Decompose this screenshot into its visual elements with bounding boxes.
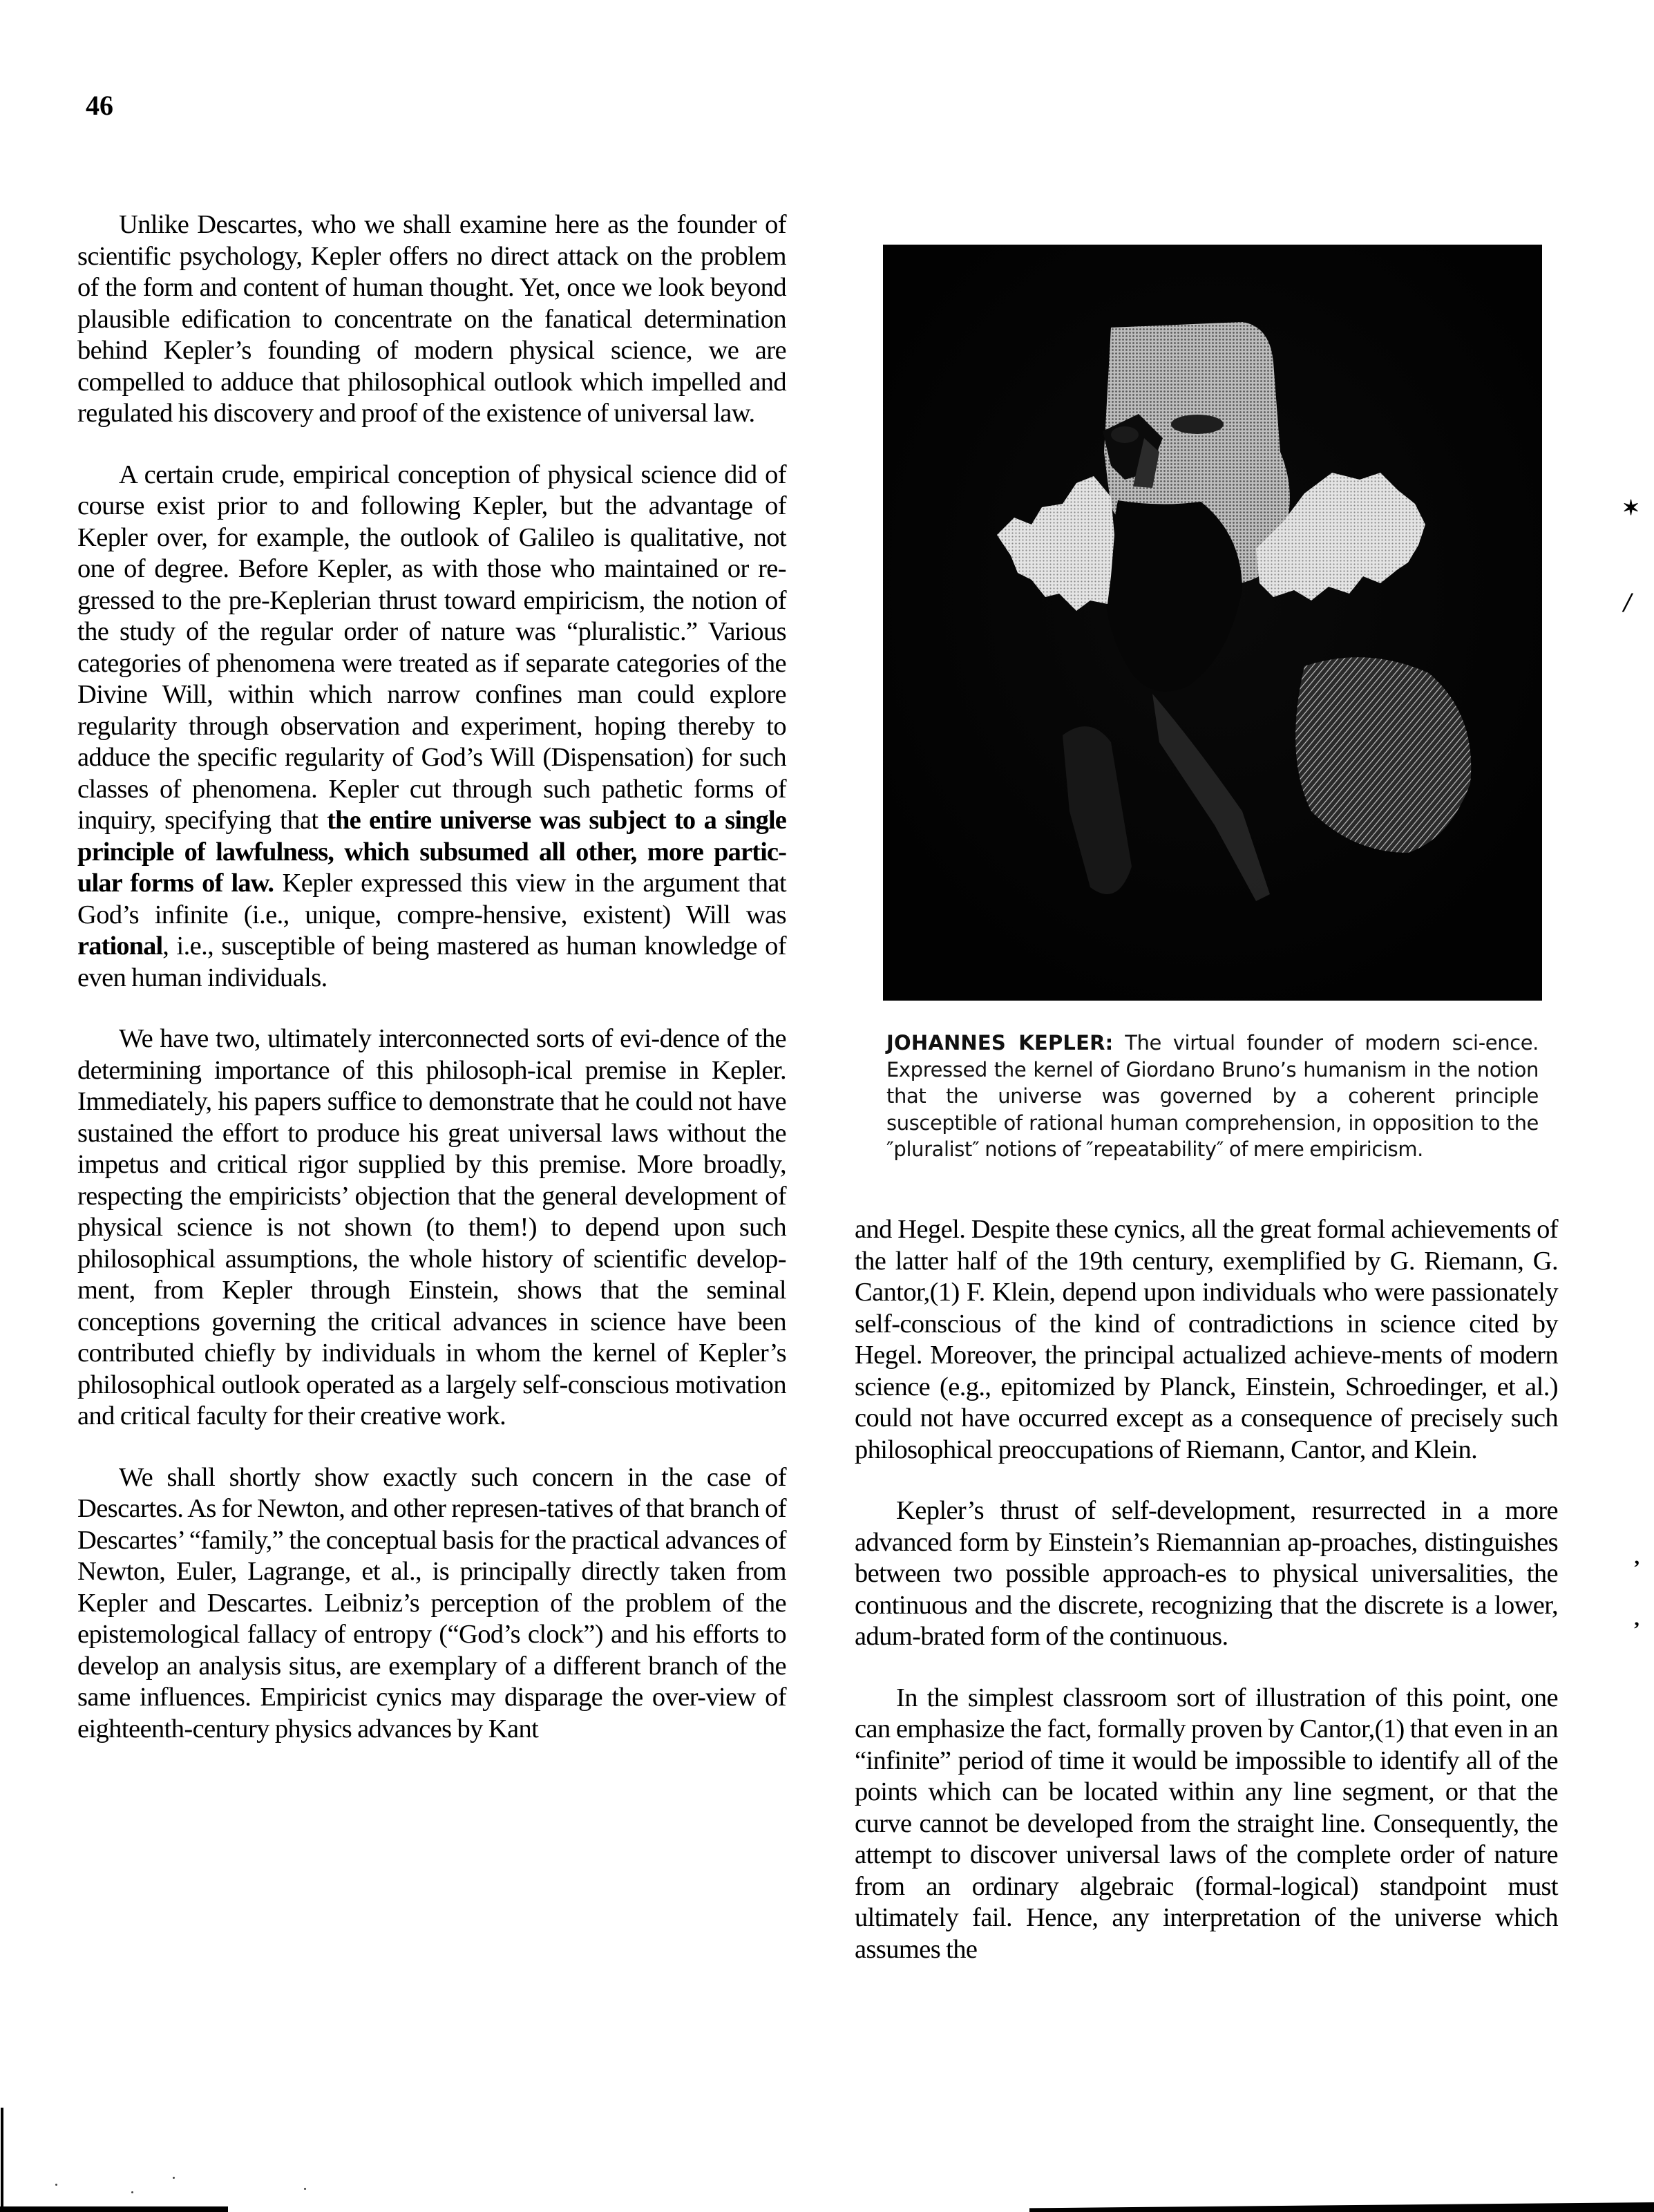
- paragraph-self-development: Kepler’s thrust of self-development, resurrected in a more advanced form by Einstein’s Riemannian ap-proaches, distinguishes between two possible approach-es to physical universalities, the continuous and the discrete, recognizing that the discrete is a lower, adum-brated form of the continuous.: [855, 1496, 1558, 1651]
- paragraph-hegel-continued: and Hegel. Despite these cynics, all the great formal achievements of the latter half of the 19th century, exemplified by G. Riemann, G. Cantor,(1) F. Klein, depend upon individuals who were passionately self-conscious of the kind of contradictions in science cited by Hegel. Moreover, the principal actualized achieve-ments of modern science (e.g., epitomized by Planck, Einstein, Schroedinger, et al.) could not have occurred except as a consequence of precisely such philosophical preoccupations of Riemann, Cantor, and Klein.: [855, 1215, 1558, 1464]
- paragraph-kepler-descartes: Unlike Descartes, who we shall examine here as the founder of scientific psychology, Kepler offers no direct attack on the problem of the form and content of human thought. Yet, once we look beyond plausible edification to concentrate on the fanatical determination behind Kepler’s founding of modern physical science, we are compelled to adduce that philosophical outlook which impelled and regulated his discovery and proof of the existence of universal law.: [77, 210, 786, 428]
- scan-edge-line: [1, 2108, 3, 2212]
- emphasis-rational: rational: [77, 932, 163, 961]
- figure-caption: [886, 1030, 1539, 1163]
- paragraph-empirical-conception: [77, 460, 786, 994]
- emphasis-universal-lawfulness: the entire universe was subject to a single principle of lawfulness, which subsumed all other, more partic-ular forms of law.: [77, 806, 786, 898]
- page-number: 46: [86, 90, 113, 121]
- portrait-image-icon: [883, 245, 1542, 1001]
- margin-ink-mark: ’: [1633, 1556, 1640, 1579]
- caption-title: JOHANNES KEPLER:: [886, 1031, 1114, 1055]
- scan-bottom-edge: [0, 2206, 228, 2212]
- paragraph-two-sorts-of-evidence: We have two, ultimately interconnected sorts of evi-dence of the determining importance of this philosoph-ical premise in Kepler. Immediately, his papers suffice to demonstrate that he could not have sustained the effort to produce his great universal laws without the impetus and critical rigor supplied by this premise. More broadly, respecting the empiricists’ objection that the general development of physical science is not shown (to them!) to depend upon such philosophical assumptions, the whole history of scientific develop-ment, from Kepler through Einstein, shows that the seminal conceptions governing the critical advances in science have been contributed chiefly by individuals in whom the kernel of Kepler’s philosophical outlook operated as a largely self-conscious motivation and critical faculty for their creative work.: [77, 1024, 786, 1430]
- kepler-portrait-figure: [883, 245, 1542, 1001]
- right-column: [855, 1214, 1558, 1965]
- paragraph-text: , i.e., susceptible of being mastered as human knowledge of even human individuals.: [77, 932, 786, 992]
- margin-ink-mark: ‚: [1633, 1607, 1640, 1630]
- margin-ink-mark: ✶: [1622, 497, 1640, 520]
- paragraph-text: Kepler expressed this view in the argument that God’s infinite (i.e., unique, compre-hensive, existent) Will was: [77, 869, 786, 929]
- left-column: [77, 209, 786, 1745]
- margin-ink-mark: /: [1624, 587, 1632, 618]
- paragraph-descartes-newton: We shall shortly show exactly such concern in the case of Descartes. As for Newton, and other represen-tatives of that branch of Descartes’ “family,” the conceptual basis for the practical advances of Newton, Euler, Lagrange, et al., is principally directly taken from Kepler and Descartes. Leibniz’s perception of the problem of the epistemological fallacy of entropy (“God’s clock”) and his efforts to develop an analysis situs, are exemplary of a different branch of the same influences. Empiricist cynics may disparage the over-view of eighteenth-century physics advances by Kant: [77, 1462, 786, 1743]
- scan-speck: [173, 2177, 175, 2179]
- paragraph-text: A certain crude, empirical conception of physical science did of course exist prior to and following Kepler, but the advantage of Kepler over, for example, the outlook of Galileo is qualitative, not one of degree. Before Kepler, as with those who maintained or re-gressed to the pre-Keplerian thrust toward empiricism, the notion of the study of the regular order of nature was “pluralistic.” Various categories of phenomena were treated as if separate categories of the Divine Will, within which narrow confines man could explore regularity through observation and experiment, hoping thereby to adduce the specific regularity of God’s Will (Dispensation) for such classes of phenomena. Kepler cut through such pathetic forms of inquiry, specifying that: [77, 460, 786, 835]
- scan-speck: [131, 2191, 133, 2193]
- paragraph-classroom-illustration: In the simplest classroom sort of illustration of this point, one can emphasize the fact, formally proven by Cantor,(1) that even in an “infinite” period of time it would be impossible to identify all of the points which can be located within any line segment, or that the curve cannot be developed from the straight line. Consequently, the attempt to discover universal laws of the complete order of nature from an ordinary algebraic (formal-logical) standpoint must ultimately fail. Hence, any interpretation of the universe which assumes the: [855, 1683, 1558, 1964]
- scan-speck: [304, 2188, 306, 2190]
- caption-text: The virtual founder of modern sci-ence. Expressed the kernel of Giordano Bruno’s humanism in the notion that the universe was governed by a coherent principle susceptible of rational human comprehension, in opposition to the ″pluralist″ notions of ″repeatability″ of mere empiricism.: [886, 1031, 1539, 1161]
- scan-bottom-edge: [1029, 2202, 1654, 2212]
- scan-speck: [55, 2184, 57, 2186]
